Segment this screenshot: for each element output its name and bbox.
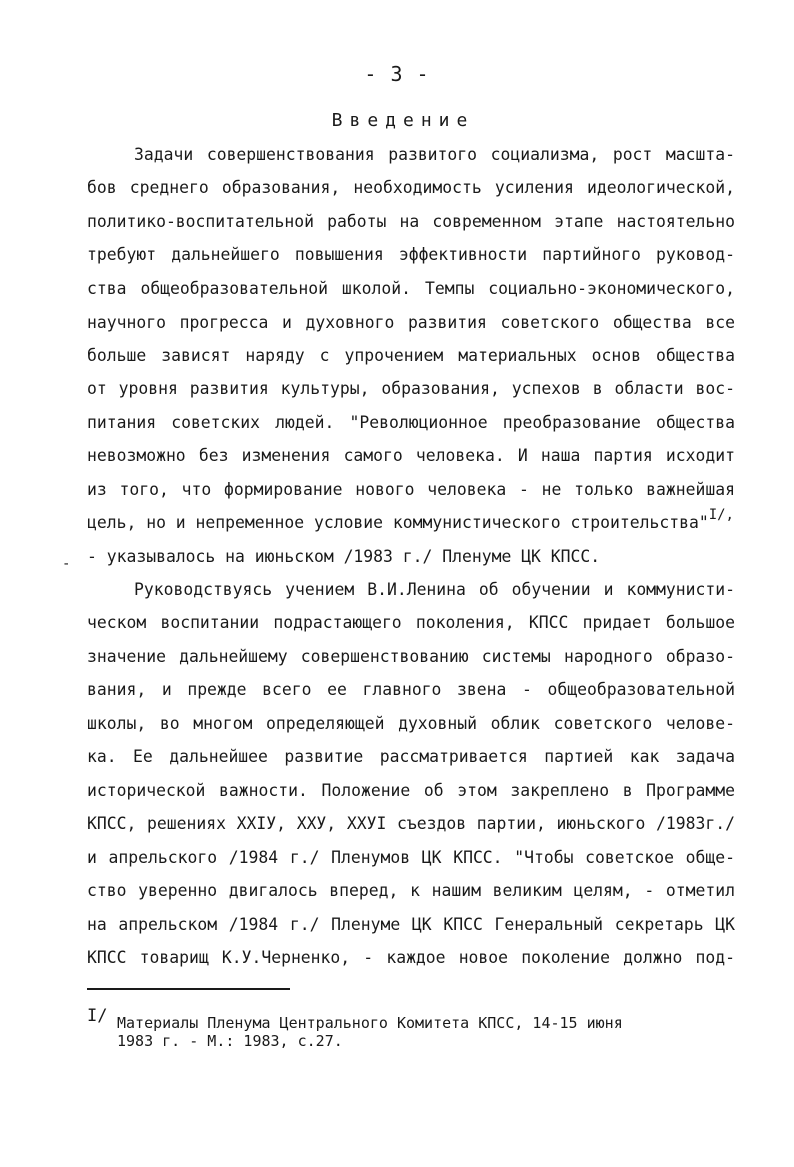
text-line: политико-воспитательной работы на современном этапе настоятельно bbox=[87, 212, 735, 231]
text-line: на апрельском /1984 г./ Пленуме ЦК КПСС Генеральный секретарь ЦК bbox=[87, 915, 735, 934]
text-line: ства общеобразовательной школой. Темпы социально-экономического, bbox=[87, 279, 735, 298]
text-line: КПСС, решениях XXIУ, XXУ, XXУI съездов партии, июньского /1983г./ bbox=[87, 814, 735, 833]
text-line: питания советских людей. "Революционное преобразование общества bbox=[87, 413, 735, 432]
text-line: из того, что формирование нового человека - не только важнейшая bbox=[87, 480, 735, 499]
text-line: и апрельского /1984 г./ Пленумов ЦК КПСС. "Чтобы советское обще- bbox=[87, 848, 735, 867]
footnote-divider bbox=[87, 988, 290, 990]
footnote-text: Материалы Пленума Центрального Комитета КПСС, 14-15 июня bbox=[117, 1014, 623, 1032]
text-line: Задачи совершенствования развитого социализма, рост масшта- bbox=[134, 145, 735, 164]
footnote-mark: I/ bbox=[87, 1006, 108, 1026]
text-line: вания, и прежде всего ее главного звена - общеобразовательной bbox=[87, 680, 735, 699]
text-line: научного прогресса и духовного развития советского общества все bbox=[87, 313, 735, 332]
margin-mark: - bbox=[62, 556, 71, 572]
text-line: бов среднего образования, необходимость усиления идеологической, bbox=[87, 178, 735, 197]
text-line: ческом воспитании подрастающего поколения, КПСС придает большое bbox=[87, 613, 735, 632]
text-line: - указывалось на июньском /1983 г./ Пленуме ЦК КПСС. bbox=[87, 547, 601, 566]
text-line: от уровня развития культуры, образования, успехов в области вос- bbox=[87, 379, 735, 398]
text-line: ка. Ее дальнейшее развитие рассматривается партией как задача bbox=[87, 747, 735, 766]
section-heading: Введение bbox=[331, 110, 475, 131]
page-number: - 3 - bbox=[364, 62, 430, 86]
text-line: требуют дальнейшего повышения эффективности партийного руковод- bbox=[87, 245, 735, 264]
footnote-text: 1983 г. - М.: 1983, с.27. bbox=[117, 1032, 343, 1050]
footnote-reference: I/, bbox=[708, 507, 734, 523]
text-line: значение дальнейшему совершенствованию системы народного образо- bbox=[87, 647, 735, 666]
text-line: школы, во многом определяющей духовный облик советского челове- bbox=[87, 714, 735, 733]
text-line: Руководствуясь учением В.И.Ленина об обучении и коммунисти- bbox=[134, 580, 735, 599]
text-line: исторической важности. Положение об этом закреплено в Программе bbox=[87, 781, 735, 800]
text-line: цель, но и непременное условие коммунистического строительства" bbox=[87, 513, 709, 532]
text-line: невозможно без изменения самого человека. И наша партия исходит bbox=[87, 446, 735, 465]
text-line: ство уверенно двигалось вперед, к нашим великим целям, - отметил bbox=[87, 881, 735, 900]
text-line: больше зависят наряду с упрочением материальных основ общества bbox=[87, 346, 735, 365]
text-line-with-footnote bbox=[87, 507, 734, 532]
text-line: КПСС товарищ К.У.Черненко, - каждое новое поколение должно под- bbox=[87, 948, 735, 967]
